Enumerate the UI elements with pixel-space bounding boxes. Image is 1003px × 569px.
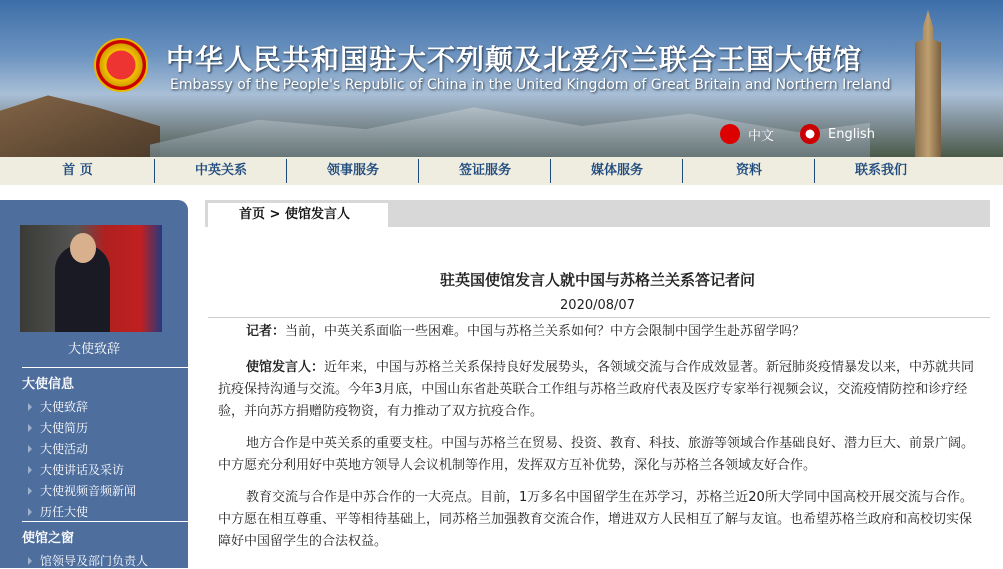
big-ben-image [915,10,941,157]
triangle-icon [28,557,32,565]
triangle-icon [28,403,32,411]
divider [22,367,188,368]
article-date: 2020/08/07 [560,298,635,313]
item-label: 大使视频音频新闻 [40,484,137,498]
triangle-icon [28,445,32,453]
answer-label: 使馆发言人： [246,360,325,375]
site-title-cn: 中华人民共和国驻大不列颠及北爱尔兰联合王国大使馆 [166,43,863,76]
nav-visa[interactable]: 签证服务 [419,157,551,185]
paragraph: 地方合作是中英关系的重要支柱。中国与苏格兰在贸易、投资、教育、科技、旅游等领域合作基础良好、潜力巨大、前景广阔。中方愿充分利用好中英地方领导人会议机制等作用，发挥双方互补优势，深化与苏格兰各领域友好合作。 [218,436,975,473]
divider [22,521,188,522]
sidebar-item[interactable] [28,461,124,478]
item-label: 大使活动 [40,442,89,456]
sidebar-item[interactable] [28,419,88,436]
item-label: 馆领导及部门负责人 [40,554,149,568]
sidebar-item[interactable] [28,552,148,569]
header-banner [0,0,1003,157]
sidebar-item[interactable] [28,482,136,499]
nav-resources[interactable]: 资料 [683,157,815,185]
sidebar-item[interactable] [28,398,88,415]
item-label: 历任大使 [40,505,89,519]
item-label: 大使致辞 [40,400,89,414]
item-label: 大使讲话及采访 [40,463,125,477]
person-face [70,233,96,263]
nav-contact[interactable]: 联系我们 [854,163,907,178]
answer-text: 近年来，中国与苏格兰关系保持良好发展势头，各领域交流与合作成效显著。新冠肺炎疫情暴发以来，中苏就共同抗疫保持沟通与交流。今年3月底，中国山东省赴英联合工作组与苏格兰政府代表及医疗专家举行视频会议，交流疫情防控和诊疗经验，并向苏方捐赠防疫物资，有力推动了双方抗疫合作。 [218,360,975,419]
lang-en-label: English [828,126,875,142]
sidebar [0,200,188,568]
breadcrumb[interactable]: 首页 > 使馆发言人 [208,203,388,227]
site-title-en: Embassy of the People's Republic of China in the United Kingdom of Great Britain and Northern Ireland [170,77,891,93]
photo-caption[interactable]: 大使致辞 [67,342,120,357]
sidebar-item[interactable] [28,440,88,457]
main-nav [0,157,1003,185]
triangle-icon [28,508,32,516]
china-flag-icon [720,124,740,144]
section-embassy-window: 使馆之窗 [22,531,75,546]
uk-flag-icon [800,124,820,144]
national-emblem-icon [94,38,148,92]
item-label: 大使简历 [40,421,89,435]
question-text: 当前，中英关系面临一些困难。中国与苏格兰关系如何？中方会限制中国学生赴苏留学吗？ [285,324,806,339]
sidebar-item[interactable] [28,503,88,520]
triangle-icon [28,424,32,432]
nav-home[interactable]: 首 页 [0,157,155,185]
lang-cn-label: 中文 [748,128,775,144]
lang-en-link[interactable] [800,124,875,144]
nav-china-uk[interactable]: 中英关系 [155,157,287,185]
breadcrumb-bar [205,200,990,227]
great-wall-image [0,80,160,157]
triangle-icon [28,466,32,474]
article-title: 驻英国使馆发言人就中国与苏格兰关系答记者问 [439,271,755,289]
question-paragraph [218,321,978,343]
lang-cn-link[interactable] [720,124,774,144]
question-label: 记者： [246,324,286,339]
triangle-icon [28,487,32,495]
section-ambassador-info: 大使信息 [22,377,75,392]
ambassador-photo[interactable] [20,225,162,332]
nav-media[interactable]: 媒体服务 [551,157,683,185]
answer-paragraph [218,357,978,423]
nav-consular[interactable]: 领事服务 [287,157,419,185]
paragraph: 教育交流与合作是中苏合作的一大亮点。目前，1万多名中国留学生在苏学习，苏格兰近20所大学同中国高校开展交流与合作。中方愿在相互尊重、平等相待基础上，同苏格兰加强教育交流合作，增进双方人民相互了解与友谊。也希望苏格兰政府和高校切实保障好中国留学生的合法权益。 [218,490,973,549]
divider [208,317,990,318]
